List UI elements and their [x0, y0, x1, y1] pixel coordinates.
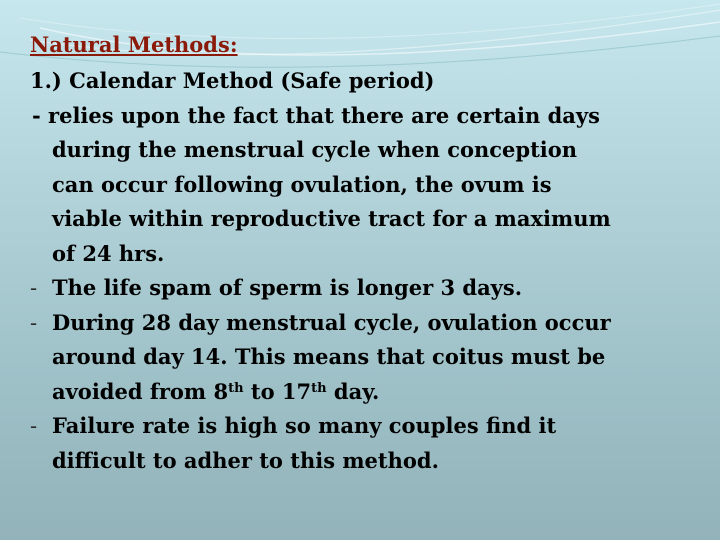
bullet-text: The life spam of sperm is longer 3 days.	[52, 275, 523, 300]
bullet-item	[0, 99, 720, 272]
superscript: th	[228, 380, 244, 396]
bullet-text-line: can occur following ovulation, the ovum is	[52, 171, 552, 197]
bullet-text-line	[0, 99, 720, 134]
bullet-marker: -	[30, 276, 38, 300]
text-segment: day.	[326, 378, 380, 404]
bullet-text-line: during the menstrual cycle when conception	[52, 137, 578, 162]
bullet-item	[0, 271, 720, 306]
bullet-text-line: around day 14. This means that coitus must be	[52, 344, 606, 369]
text-segment: to 17	[243, 378, 312, 404]
bullet-text-line: difficult to adher to this method.	[52, 447, 439, 473]
bullet-marker: -	[30, 414, 38, 438]
bullet-text: During 28 day menstrual cycle, ovulation occur	[52, 309, 611, 335]
slide-title: Natural Methods:	[30, 32, 238, 57]
method-heading: 1.) Calendar Method (Safe period)	[30, 68, 435, 93]
bullet-text-line: of 24 hrs.	[52, 240, 165, 266]
bullet-text-line: viable within reproductive tract for a maximum	[52, 206, 611, 231]
slide-body	[0, 64, 720, 478]
bullet-text-line	[0, 306, 720, 341]
bullet-text-line	[0, 409, 720, 444]
superscript: th	[311, 380, 327, 396]
bullet-marker: -	[30, 310, 38, 335]
bullet-item	[0, 306, 720, 410]
bullet-text: relies upon the fact that there are certain days	[48, 102, 600, 128]
bullet-text: Failure rate is high so many couples find it	[52, 413, 557, 438]
text-segment: avoided from 8	[52, 378, 229, 404]
bullet-marker: -	[32, 102, 41, 128]
bullet-item	[0, 409, 720, 478]
bullet-text-line	[0, 375, 720, 410]
bullet-text-line	[0, 271, 720, 306]
